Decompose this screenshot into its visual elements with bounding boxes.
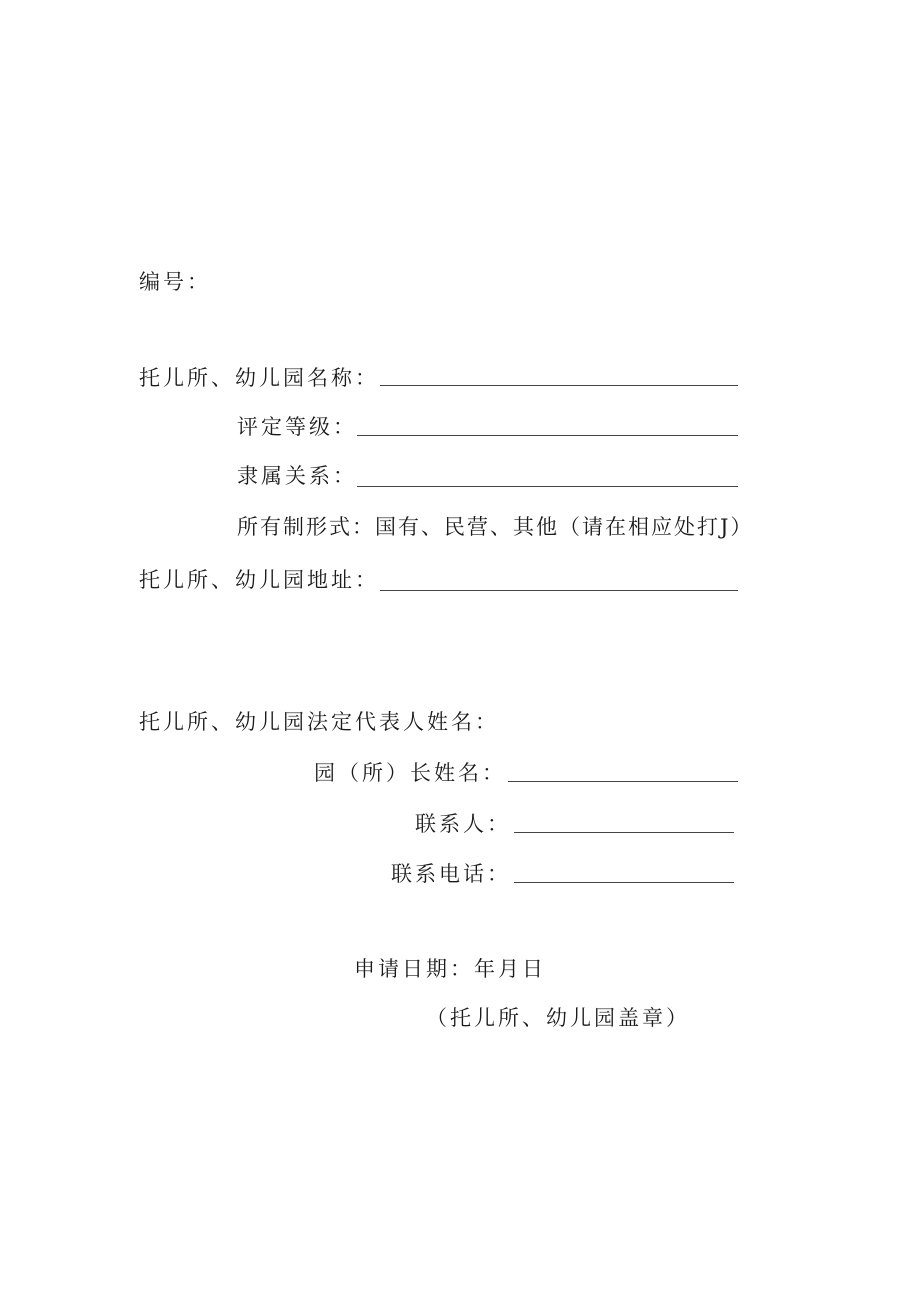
seal-note: （托儿所、幼儿园盖章） bbox=[426, 1006, 690, 1030]
affiliation-field[interactable] bbox=[357, 486, 738, 487]
kindergarten-name-field[interactable] bbox=[380, 385, 738, 386]
director-name-field[interactable] bbox=[508, 781, 738, 782]
contact-phone-label: 联系电话： bbox=[391, 862, 511, 886]
grade-label: 评定等级： bbox=[237, 415, 357, 439]
kindergarten-name-label: 托儿所、幼儿园名称： bbox=[139, 366, 379, 390]
contact-phone-field[interactable] bbox=[514, 882, 734, 883]
affiliation-label: 隶属关系： bbox=[237, 464, 357, 488]
legal-representative-label: 托儿所、幼儿园法定代表人姓名： bbox=[139, 710, 499, 734]
grade-field[interactable] bbox=[357, 435, 738, 436]
application-date-label: 申请日期：年月日 bbox=[354, 957, 546, 981]
contact-person-label: 联系人： bbox=[415, 812, 511, 836]
address-label: 托儿所、幼儿园地址： bbox=[139, 568, 379, 592]
ownership-text: 所有制形式：国有、民营、其他（请在相应处打J） bbox=[237, 515, 754, 539]
address-field[interactable] bbox=[380, 590, 738, 591]
director-name-label: 园（所）长姓名： bbox=[314, 761, 506, 785]
contact-person-field[interactable] bbox=[514, 832, 734, 833]
number-label: 编号： bbox=[139, 270, 211, 294]
